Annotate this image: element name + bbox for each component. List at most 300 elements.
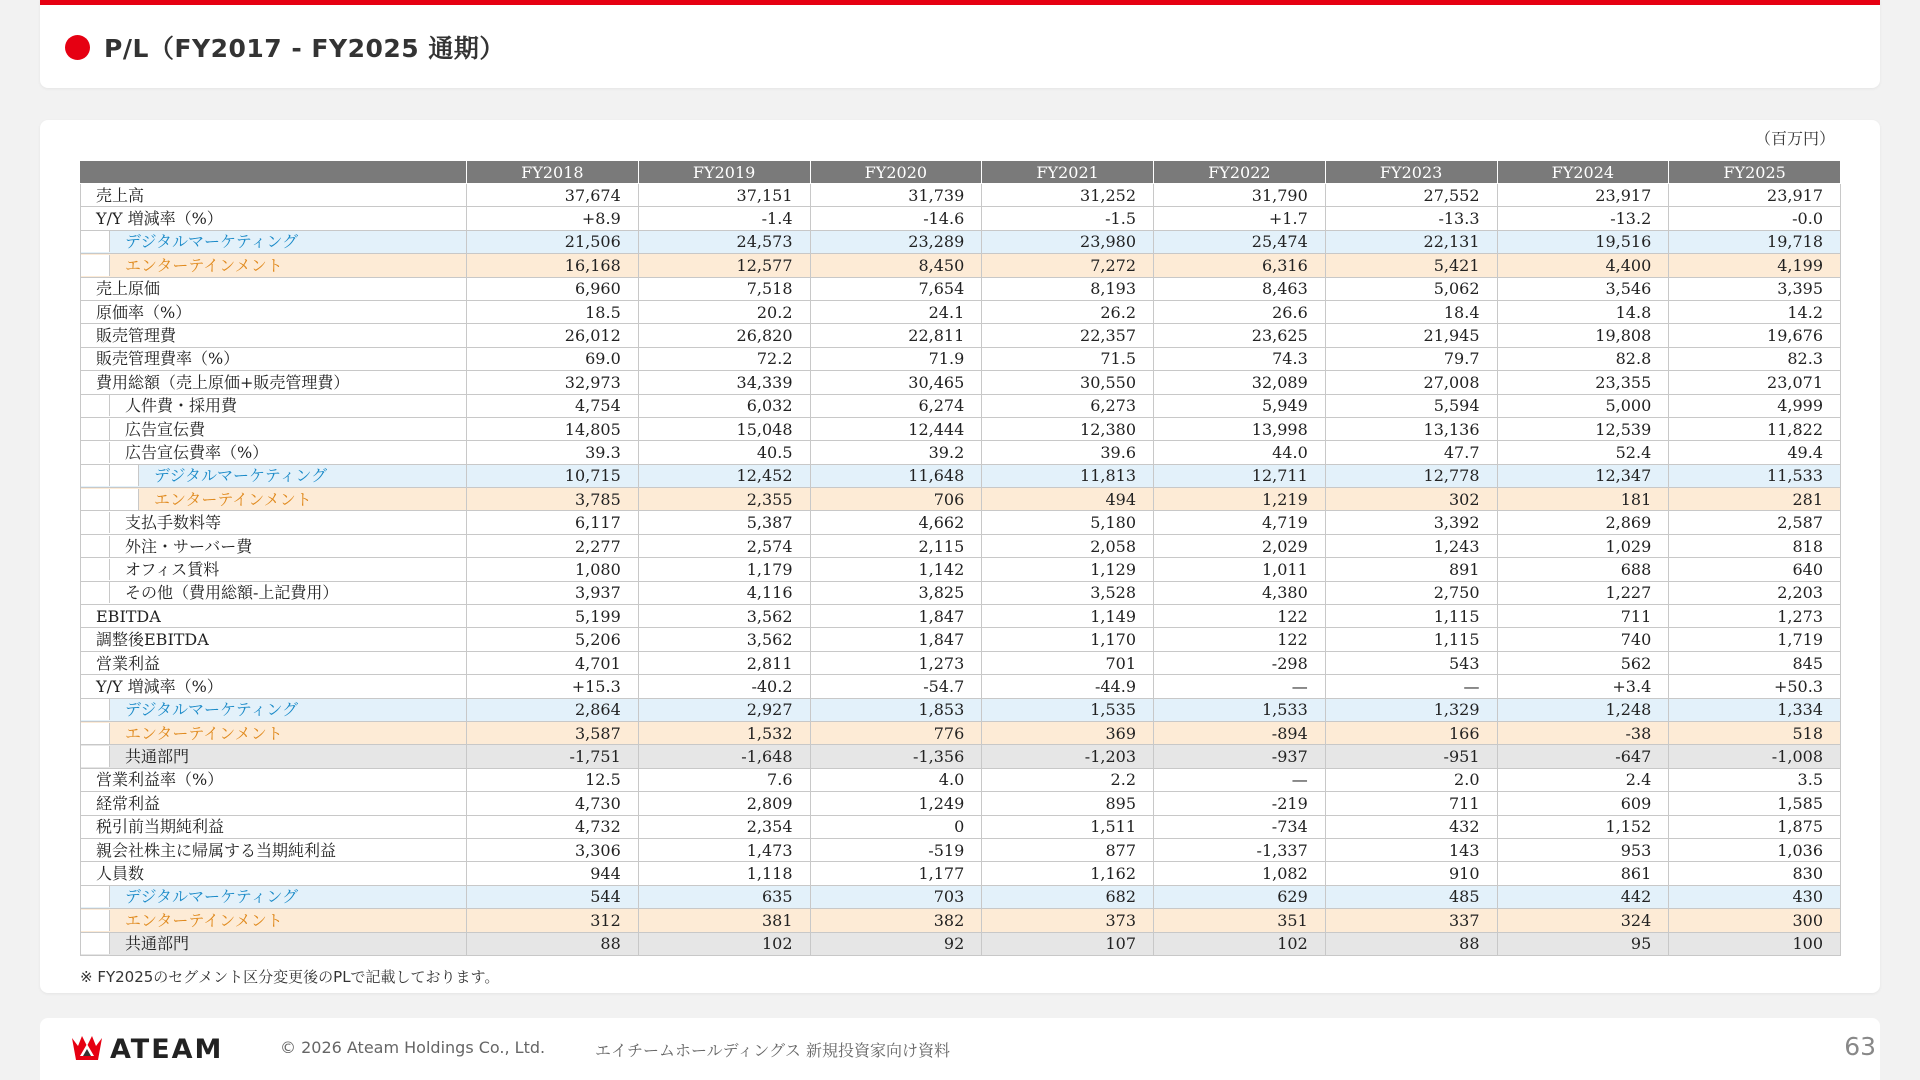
table-row <box>81 371 1841 394</box>
value-cell: 2,811 <box>638 651 810 674</box>
value-cell: 102 <box>1154 932 1326 955</box>
value-cell: 1,162 <box>982 862 1154 885</box>
row-label: デジタルマーケティング <box>125 887 299 907</box>
table-row <box>81 698 1841 721</box>
indent-spacer <box>81 442 110 463</box>
value-cell: -44.9 <box>982 675 1154 698</box>
value-cell: 39.2 <box>810 441 982 464</box>
value-cell: 3.5 <box>1669 768 1841 791</box>
value-cell: 102 <box>638 932 810 955</box>
logo-text: ATEAM <box>110 1033 224 1065</box>
row-label-cell <box>81 347 467 370</box>
row-label-cell <box>81 277 467 300</box>
title-dot <box>65 35 90 60</box>
value-cell: 5,206 <box>467 628 639 651</box>
value-cell: 3,562 <box>638 605 810 628</box>
value-cell: 12.5 <box>467 768 639 791</box>
row-label-cell <box>81 558 467 581</box>
value-cell: 16,168 <box>467 254 639 277</box>
value-cell: 1,036 <box>1669 838 1841 861</box>
value-cell: 953 <box>1497 838 1669 861</box>
value-cell: 7,272 <box>982 254 1154 277</box>
value-cell: 706 <box>810 488 982 511</box>
value-cell: 1,334 <box>1669 698 1841 721</box>
table-row <box>81 885 1841 908</box>
value-cell: 5,949 <box>1154 394 1326 417</box>
value-cell: — <box>1325 675 1497 698</box>
value-cell: 44.0 <box>1154 441 1326 464</box>
value-cell: 861 <box>1497 862 1669 885</box>
table-row <box>81 675 1841 698</box>
row-label-cell <box>81 768 467 791</box>
value-cell: 1,115 <box>1325 628 1497 651</box>
row-label-cell <box>81 792 467 815</box>
value-cell: +1.7 <box>1154 207 1326 230</box>
row-label-cell <box>81 371 467 394</box>
value-cell: 12,577 <box>638 254 810 277</box>
value-cell: 23,289 <box>810 230 982 253</box>
row-label-cell <box>81 675 467 698</box>
value-cell: 6,273 <box>982 394 1154 417</box>
value-cell: 39.3 <box>467 441 639 464</box>
value-cell: -1,203 <box>982 745 1154 768</box>
table-row <box>81 511 1841 534</box>
value-cell: 19,718 <box>1669 230 1841 253</box>
row-label: オフィス賃料 <box>125 559 220 579</box>
value-cell: 23,980 <box>982 230 1154 253</box>
value-cell: 2,864 <box>467 698 639 721</box>
value-cell: 122 <box>1154 628 1326 651</box>
value-cell: 300 <box>1669 909 1841 932</box>
value-cell: 12,380 <box>982 417 1154 440</box>
row-label-cell <box>81 394 467 417</box>
value-cell: 69.0 <box>467 347 639 370</box>
value-cell: 4,730 <box>467 792 639 815</box>
value-cell: 15,048 <box>638 417 810 440</box>
value-cell: 52.4 <box>1497 441 1669 464</box>
value-cell: -298 <box>1154 651 1326 674</box>
ateam-logo-icon <box>70 1034 104 1064</box>
value-cell: 7,654 <box>810 277 982 300</box>
footnote: ※ FY2025のセグメント区分変更後のPLで記載しております。 <box>80 968 500 986</box>
value-cell: 1,719 <box>1669 628 1841 651</box>
table-row <box>81 207 1841 230</box>
value-cell: 543 <box>1325 651 1497 674</box>
value-cell: 1,118 <box>638 862 810 885</box>
value-cell: 830 <box>1669 862 1841 885</box>
value-cell: 711 <box>1325 792 1497 815</box>
indent-spacer <box>81 582 110 603</box>
value-cell: 629 <box>1154 885 1326 908</box>
value-cell: 21,506 <box>467 230 639 253</box>
value-cell: 14.2 <box>1669 300 1841 323</box>
main-card <box>40 120 1880 993</box>
value-cell: 2,203 <box>1669 581 1841 604</box>
value-cell: 49.4 <box>1669 441 1841 464</box>
value-cell: -13.2 <box>1497 207 1669 230</box>
value-cell: 3,395 <box>1669 277 1841 300</box>
value-cell: 877 <box>982 838 1154 861</box>
value-cell: 2,809 <box>638 792 810 815</box>
indent-spacer <box>81 723 110 744</box>
indent-spacer <box>110 489 139 510</box>
value-cell: 107 <box>982 932 1154 955</box>
value-cell: -219 <box>1154 792 1326 815</box>
table-row <box>81 815 1841 838</box>
value-cell: 688 <box>1497 558 1669 581</box>
value-cell: 5,594 <box>1325 394 1497 417</box>
value-cell: 4,732 <box>467 815 639 838</box>
value-cell: 26,820 <box>638 324 810 347</box>
table-row <box>81 558 1841 581</box>
row-label: その他（費用総額-上記費用） <box>125 583 339 603</box>
value-cell: 1,029 <box>1497 534 1669 557</box>
value-cell: 369 <box>982 721 1154 744</box>
value-cell: 703 <box>810 885 982 908</box>
table-body <box>81 184 1841 956</box>
value-cell: 776 <box>810 721 982 744</box>
row-label: 外注・サーバー費 <box>125 536 253 556</box>
value-cell: 100 <box>1669 932 1841 955</box>
table-row <box>81 300 1841 323</box>
row-label: 原価率（%） <box>96 302 192 322</box>
value-cell: 18.4 <box>1325 300 1497 323</box>
value-cell: -14.6 <box>810 207 982 230</box>
value-cell: 3,546 <box>1497 277 1669 300</box>
value-cell: 2,927 <box>638 698 810 721</box>
value-cell: 25,474 <box>1154 230 1326 253</box>
value-cell: -1.4 <box>638 207 810 230</box>
indent-spacer <box>81 419 110 440</box>
table-row <box>81 581 1841 604</box>
value-cell: -894 <box>1154 721 1326 744</box>
footer <box>40 1018 1880 1080</box>
table-row <box>81 324 1841 347</box>
value-cell: 2.4 <box>1497 768 1669 791</box>
value-cell: 2,115 <box>810 534 982 557</box>
row-label-cell <box>81 230 467 253</box>
table-row <box>81 721 1841 744</box>
value-cell: 95 <box>1497 932 1669 955</box>
row-label-cell <box>81 605 467 628</box>
value-cell: 11,822 <box>1669 417 1841 440</box>
value-cell: 22,131 <box>1325 230 1497 253</box>
row-label: 販売管理費率（%） <box>96 349 240 369</box>
value-cell: 14.8 <box>1497 300 1669 323</box>
value-cell: 12,778 <box>1325 464 1497 487</box>
value-cell: 3,528 <box>982 581 1154 604</box>
value-cell: 944 <box>467 862 639 885</box>
value-cell: 1,170 <box>982 628 1154 651</box>
value-cell: +8.9 <box>467 207 639 230</box>
row-label: デジタルマーケティング <box>125 232 299 252</box>
row-label-cell <box>81 838 467 861</box>
value-cell: 3,562 <box>638 628 810 651</box>
value-cell: 181 <box>1497 488 1669 511</box>
row-label-cell <box>81 721 467 744</box>
value-cell: 382 <box>810 909 982 932</box>
value-cell: 302 <box>1325 488 1497 511</box>
table-row <box>81 534 1841 557</box>
value-cell: 2,029 <box>1154 534 1326 557</box>
value-cell: 4,999 <box>1669 394 1841 417</box>
value-cell: 1,142 <box>810 558 982 581</box>
value-cell: 74.3 <box>1154 347 1326 370</box>
row-label: 広告宣伝費 <box>125 419 206 439</box>
value-cell: 2,354 <box>638 815 810 838</box>
value-cell: 1,149 <box>982 605 1154 628</box>
value-cell: 1,115 <box>1325 605 1497 628</box>
value-cell: 485 <box>1325 885 1497 908</box>
value-cell: 2,869 <box>1497 511 1669 534</box>
value-cell: 12,539 <box>1497 417 1669 440</box>
value-cell: 32,089 <box>1154 371 1326 394</box>
value-cell: -1,356 <box>810 745 982 768</box>
value-cell: 14,805 <box>467 417 639 440</box>
value-cell: 1,853 <box>810 698 982 721</box>
column-header: FY2019 <box>638 161 810 184</box>
row-label-cell <box>81 909 467 932</box>
column-header: FY2020 <box>810 161 982 184</box>
indent-spacer <box>81 395 110 416</box>
value-cell: 12,452 <box>638 464 810 487</box>
value-cell: 37,151 <box>638 184 810 207</box>
row-label-cell <box>81 254 467 277</box>
table-row <box>81 254 1841 277</box>
value-cell: 711 <box>1497 605 1669 628</box>
value-cell: 1,248 <box>1497 698 1669 721</box>
value-cell: -734 <box>1154 815 1326 838</box>
value-cell: 1,273 <box>1669 605 1841 628</box>
table-row <box>81 605 1841 628</box>
value-cell: 7,518 <box>638 277 810 300</box>
value-cell: 12,711 <box>1154 464 1326 487</box>
value-cell: 7.6 <box>638 768 810 791</box>
value-cell: -1,648 <box>638 745 810 768</box>
header-blank-cell <box>81 161 467 184</box>
row-label: 親会社株主に帰属する当期純利益 <box>96 840 337 860</box>
value-cell: -647 <box>1497 745 1669 768</box>
value-cell: 6,960 <box>467 277 639 300</box>
row-label-cell <box>81 184 467 207</box>
value-cell: -519 <box>810 838 982 861</box>
value-cell: 381 <box>638 909 810 932</box>
value-cell: 4,701 <box>467 651 639 674</box>
row-label-cell <box>81 464 467 487</box>
row-label: 経常利益 <box>96 793 161 813</box>
table-row <box>81 184 1841 207</box>
value-cell: 18.5 <box>467 300 639 323</box>
value-cell: 8,193 <box>982 277 1154 300</box>
row-label: EBITDA <box>96 606 161 626</box>
value-cell: 3,937 <box>467 581 639 604</box>
header-card <box>40 0 1880 88</box>
value-cell: 26.2 <box>982 300 1154 323</box>
table-row <box>81 277 1841 300</box>
value-cell: 12,444 <box>810 417 982 440</box>
value-cell: -951 <box>1325 745 1497 768</box>
table-row <box>81 441 1841 464</box>
table-row <box>81 909 1841 932</box>
value-cell: 910 <box>1325 862 1497 885</box>
table-row <box>81 792 1841 815</box>
value-cell: -13.3 <box>1325 207 1497 230</box>
value-cell: 740 <box>1497 628 1669 651</box>
value-cell: 1,152 <box>1497 815 1669 838</box>
value-cell: 32,973 <box>467 371 639 394</box>
value-cell: 71.9 <box>810 347 982 370</box>
value-cell: 88 <box>1325 932 1497 955</box>
value-cell: 1,329 <box>1325 698 1497 721</box>
value-cell: 1,535 <box>982 698 1154 721</box>
indent-spacer <box>110 465 139 486</box>
value-cell: 27,552 <box>1325 184 1497 207</box>
value-cell: 682 <box>982 885 1154 908</box>
column-header: FY2022 <box>1154 161 1326 184</box>
value-cell: -1,008 <box>1669 745 1841 768</box>
value-cell: +3.4 <box>1497 675 1669 698</box>
value-cell: -40.2 <box>638 675 810 698</box>
value-cell: 19,808 <box>1497 324 1669 347</box>
value-cell: 5,062 <box>1325 277 1497 300</box>
value-cell: 26,012 <box>467 324 639 347</box>
value-cell: 3,785 <box>467 488 639 511</box>
row-label-cell <box>81 511 467 534</box>
row-label: 費用総額（売上原価+販売管理費） <box>96 372 350 392</box>
row-label-cell <box>81 534 467 557</box>
value-cell: -937 <box>1154 745 1326 768</box>
value-cell: 82.8 <box>1497 347 1669 370</box>
value-cell: 1,243 <box>1325 534 1497 557</box>
value-cell: 891 <box>1325 558 1497 581</box>
value-cell: 1,011 <box>1154 558 1326 581</box>
value-cell: 19,516 <box>1497 230 1669 253</box>
value-cell: 21,945 <box>1325 324 1497 347</box>
value-cell: 5,421 <box>1325 254 1497 277</box>
value-cell: 6,274 <box>810 394 982 417</box>
indent-spacer <box>81 699 110 720</box>
row-label-cell <box>81 651 467 674</box>
value-cell: 19,676 <box>1669 324 1841 347</box>
value-cell: 1,875 <box>1669 815 1841 838</box>
value-cell: 1,179 <box>638 558 810 581</box>
indent-spacer <box>81 231 110 252</box>
value-cell: 281 <box>1669 488 1841 511</box>
value-cell: 11,813 <box>982 464 1154 487</box>
row-label: 税引前当期純利益 <box>96 817 225 837</box>
row-label-cell <box>81 207 467 230</box>
value-cell: 2,058 <box>982 534 1154 557</box>
value-cell: 4.0 <box>810 768 982 791</box>
row-label: デジタルマーケティング <box>154 466 328 486</box>
table-row <box>81 932 1841 955</box>
value-cell: 22,357 <box>982 324 1154 347</box>
value-cell: 4,719 <box>1154 511 1326 534</box>
row-label: 調整後EBITDA <box>96 630 209 650</box>
row-label-cell <box>81 441 467 464</box>
row-label: 共通部門 <box>125 747 190 767</box>
row-label-cell <box>81 628 467 651</box>
value-cell: -1,337 <box>1154 838 1326 861</box>
page-title: P/L（FY2017 - FY2025 通期） <box>104 34 505 63</box>
indent-spacer <box>81 465 110 486</box>
table-row <box>81 768 1841 791</box>
value-cell: 2,574 <box>638 534 810 557</box>
row-label-cell <box>81 815 467 838</box>
value-cell: 6,032 <box>638 394 810 417</box>
value-cell: 23,917 <box>1497 184 1669 207</box>
value-cell: 1,080 <box>467 558 639 581</box>
column-header: FY2021 <box>982 161 1154 184</box>
value-cell: — <box>1154 768 1326 791</box>
value-cell: 1,847 <box>810 628 982 651</box>
row-label-cell <box>81 862 467 885</box>
value-cell: 1,532 <box>638 721 810 744</box>
row-label-cell <box>81 417 467 440</box>
value-cell: 609 <box>1497 792 1669 815</box>
value-cell: 4,380 <box>1154 581 1326 604</box>
value-cell: 11,648 <box>810 464 982 487</box>
value-cell: 6,316 <box>1154 254 1326 277</box>
value-cell: 432 <box>1325 815 1497 838</box>
value-cell: +15.3 <box>467 675 639 698</box>
value-cell: 1,249 <box>810 792 982 815</box>
indent-spacer <box>81 933 110 954</box>
value-cell: 562 <box>1497 651 1669 674</box>
value-cell: 1,129 <box>982 558 1154 581</box>
value-cell: 1,082 <box>1154 862 1326 885</box>
row-label-cell <box>81 698 467 721</box>
row-label: 売上原価 <box>96 279 161 299</box>
ateam-logo <box>70 1032 223 1066</box>
value-cell: 1,847 <box>810 605 982 628</box>
value-cell: 1,273 <box>810 651 982 674</box>
value-cell: 31,252 <box>982 184 1154 207</box>
row-label: 広告宣伝費率（%） <box>125 442 269 462</box>
value-cell: 34,339 <box>638 371 810 394</box>
value-cell: 3,587 <box>467 721 639 744</box>
value-cell: 6,117 <box>467 511 639 534</box>
row-label-cell <box>81 488 467 511</box>
value-cell: 351 <box>1154 909 1326 932</box>
value-cell: 5,387 <box>638 511 810 534</box>
value-cell: 1,473 <box>638 838 810 861</box>
row-label-cell <box>81 932 467 955</box>
value-cell: 2,587 <box>1669 511 1841 534</box>
column-header: FY2024 <box>1497 161 1669 184</box>
row-label: 販売管理費 <box>96 326 177 346</box>
row-label: 営業利益 <box>96 653 161 673</box>
row-label: 営業利益率（%） <box>96 770 224 790</box>
value-cell: 26.6 <box>1154 300 1326 323</box>
table-row <box>81 347 1841 370</box>
value-cell: 30,550 <box>982 371 1154 394</box>
value-cell: 23,355 <box>1497 371 1669 394</box>
value-cell: 122 <box>1154 605 1326 628</box>
value-cell: 2.0 <box>1325 768 1497 791</box>
value-cell: 23,625 <box>1154 324 1326 347</box>
value-cell: 2,750 <box>1325 581 1497 604</box>
table-header-row <box>81 161 1841 184</box>
value-cell: 5,180 <box>982 511 1154 534</box>
indent-spacer <box>81 536 110 557</box>
table-row <box>81 417 1841 440</box>
value-cell: 640 <box>1669 558 1841 581</box>
row-label: エンターテインメント <box>154 489 312 509</box>
value-cell: 3,306 <box>467 838 639 861</box>
value-cell: 22,811 <box>810 324 982 347</box>
value-cell: -1.5 <box>982 207 1154 230</box>
